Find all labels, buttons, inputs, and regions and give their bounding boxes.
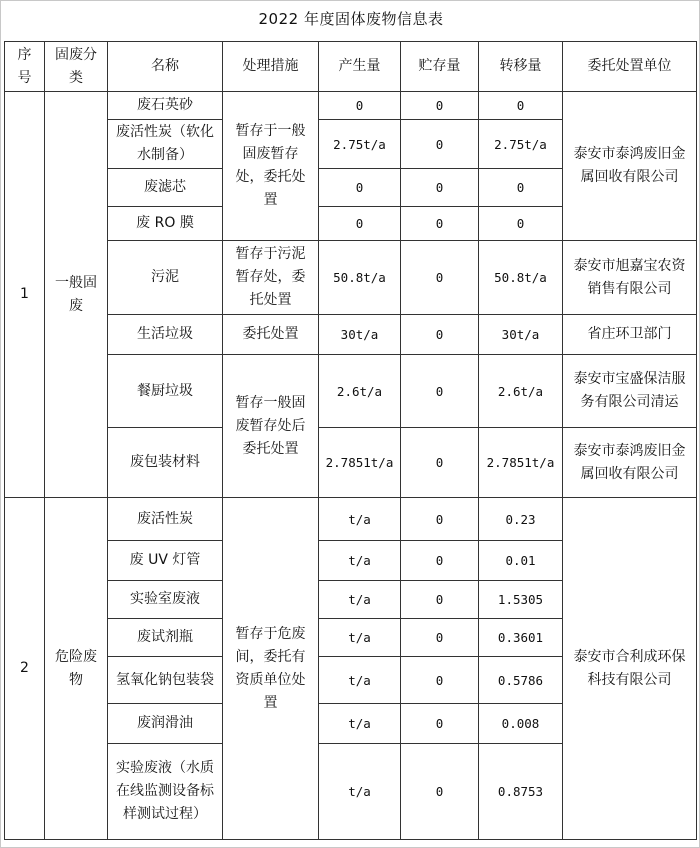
transferred-amount: 0.23	[479, 498, 563, 541]
disposal-unit: 省庄环卫部门	[563, 315, 697, 355]
table-row	[5, 498, 697, 541]
header-row	[5, 42, 697, 92]
produced-amount: 2.7851t/a	[319, 428, 401, 498]
transferred-amount: 0.01	[479, 541, 563, 581]
disposal-unit: 泰安市合利成环保科技有限公司	[563, 498, 697, 840]
treatment-measure: 委托处置	[223, 315, 319, 355]
transferred-amount: 2.75t/a	[479, 120, 563, 169]
transferred-amount: 0	[479, 169, 563, 207]
stored-amount: 0	[401, 581, 479, 619]
produced-amount: t/a	[319, 744, 401, 840]
header-category: 固废分类	[45, 42, 108, 92]
table-row	[5, 315, 697, 355]
waste-name: 废 UV 灯管	[108, 541, 223, 581]
table-title: 2022 年度固体废物信息表	[258, 10, 444, 28]
table-row	[5, 355, 697, 428]
produced-amount: 50.8t/a	[319, 241, 401, 315]
produced-amount: t/a	[319, 657, 401, 704]
produced-amount: 30t/a	[319, 315, 401, 355]
treatment-measure: 暂存于污泥暂存处，委托处置	[223, 241, 319, 315]
produced-amount: 2.6t/a	[319, 355, 401, 428]
stored-amount: 0	[401, 241, 479, 315]
treatment-measure: 暂存一般固废暂存处后委托处置	[223, 355, 319, 498]
header-measure: 处理措施	[223, 42, 319, 92]
header-stored: 贮存量	[401, 42, 479, 92]
disposal-unit: 泰安市泰鸿废旧金属回收有限公司	[563, 428, 697, 498]
group-seq: 1	[5, 92, 45, 498]
transferred-amount: 0.3601	[479, 619, 563, 657]
header-seq: 序号	[5, 42, 45, 92]
transferred-amount: 0.5786	[479, 657, 563, 704]
waste-name: 实验室废液	[108, 581, 223, 619]
stored-amount: 0	[401, 744, 479, 840]
waste-name: 实验废液（水质在线监测设备标样测试过程）	[108, 744, 223, 840]
stored-amount: 0	[401, 169, 479, 207]
transferred-amount: 0.008	[479, 704, 563, 744]
table-row	[5, 241, 697, 315]
header-transferred: 转移量	[479, 42, 563, 92]
header-produced: 产生量	[319, 42, 401, 92]
produced-amount: t/a	[319, 619, 401, 657]
waste-name: 废活性炭	[108, 498, 223, 541]
waste-name: 废试剂瓶	[108, 619, 223, 657]
table-row	[5, 92, 697, 120]
waste-name: 废滤芯	[108, 169, 223, 207]
waste-name: 废 RO 膜	[108, 207, 223, 241]
treatment-measure: 暂存于危废间，委托有资质单位处置	[223, 498, 319, 840]
waste-name: 废石英砂	[108, 92, 223, 120]
produced-amount: t/a	[319, 704, 401, 744]
group-seq: 2	[5, 498, 45, 840]
transferred-amount: 0.8753	[479, 744, 563, 840]
header-name: 名称	[108, 42, 223, 92]
solid-waste-table	[4, 41, 697, 840]
treatment-measure: 暂存于一般固废暂存处，委托处置	[223, 92, 319, 241]
transferred-amount: 2.7851t/a	[479, 428, 563, 498]
table-row	[5, 428, 697, 498]
produced-amount: 0	[319, 92, 401, 120]
waste-name: 污泥	[108, 241, 223, 315]
disposal-unit: 泰安市宝盛保洁服务有限公司清运	[563, 355, 697, 428]
group-category: 一般固废	[45, 92, 108, 498]
waste-name: 废包装材料	[108, 428, 223, 498]
produced-amount: t/a	[319, 581, 401, 619]
transferred-amount: 2.6t/a	[479, 355, 563, 428]
stored-amount: 0	[401, 704, 479, 744]
produced-amount: t/a	[319, 498, 401, 541]
disposal-unit: 泰安市泰鸿废旧金属回收有限公司	[563, 92, 697, 241]
produced-amount: 0	[319, 169, 401, 207]
waste-name: 氢氧化钠包装袋	[108, 657, 223, 704]
waste-name: 废润滑油	[108, 704, 223, 744]
transferred-amount: 0	[479, 207, 563, 241]
produced-amount: 2.75t/a	[319, 120, 401, 169]
stored-amount: 0	[401, 120, 479, 169]
stored-amount: 0	[401, 498, 479, 541]
waste-name: 生活垃圾	[108, 315, 223, 355]
group-category: 危险废物	[45, 498, 108, 840]
waste-name: 废活性炭（软化水制备）	[108, 120, 223, 169]
transferred-amount: 50.8t/a	[479, 241, 563, 315]
produced-amount: t/a	[319, 541, 401, 581]
header-unit: 委托处置单位	[563, 42, 697, 92]
stored-amount: 0	[401, 428, 479, 498]
produced-amount: 0	[319, 207, 401, 241]
transferred-amount: 30t/a	[479, 315, 563, 355]
transferred-amount: 1.5305	[479, 581, 563, 619]
waste-name: 餐厨垃圾	[108, 355, 223, 428]
stored-amount: 0	[401, 207, 479, 241]
stored-amount: 0	[401, 315, 479, 355]
stored-amount: 0	[401, 541, 479, 581]
transferred-amount: 0	[479, 92, 563, 120]
stored-amount: 0	[401, 92, 479, 120]
stored-amount: 0	[401, 619, 479, 657]
disposal-unit: 泰安市旭嘉宝农资销售有限公司	[563, 241, 697, 315]
stored-amount: 0	[401, 355, 479, 428]
stored-amount: 0	[401, 657, 479, 704]
